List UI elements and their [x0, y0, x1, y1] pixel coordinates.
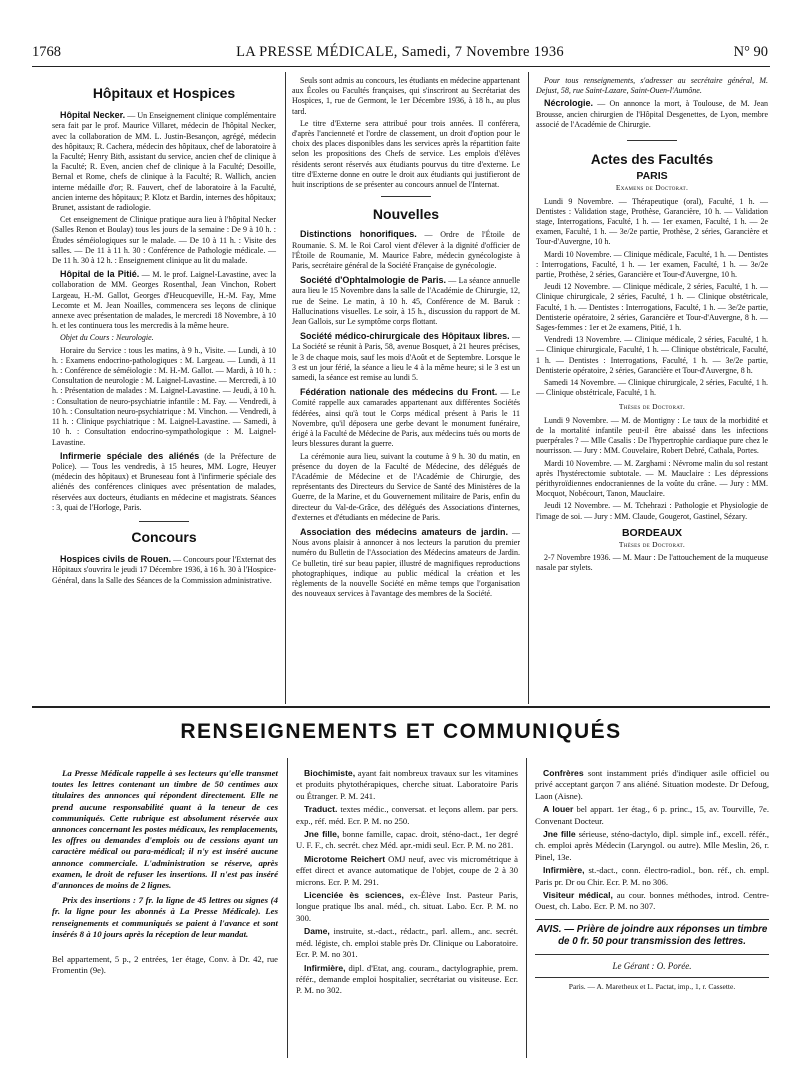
these-lundi: Lundi 9 Novembre. — M. de Montigny : Le taux de la morbidité et de la mortalité infantile peut-il être abaissé dans les infections puerpérales ? — Mlle Casalis : De l'hypertrophie cardiaque pure chez le nourrisson. — Jury : MM. Couvelaire, Robert Debré, Cathala, Portes.	[536, 415, 768, 456]
classified-ad	[296, 829, 518, 852]
ad-heading: Visiteur médical,	[543, 890, 613, 901]
column-nouvelles	[292, 76, 520, 601]
heading-rouen: Hospices civils de Rouen.	[60, 554, 172, 565]
intro-text: La Presse Médicale rappelle à ses lecteurs qu'elle transmet toutes les lettres contenant un timbre de 50 centimes aux titulaires des annonces qui répondent directement. Elle ne prend aucune responsabilité quant à la teneur de ces communiqués. Cette rubrique est absolument réservée aux annonces concernant les postes médicaux, les remplacements, les offres ou demandes d'emplois ou de cessions ayant un caractère médical ou para-médical; il n'y est inséré aucune annonce commerciale. L'administration se réserve, après examen, le droit de refuser les insertions. Il n'est pas inséré d'annonces de moins de 2 lignes.	[52, 768, 278, 891]
ophtalmologie-text: — La séance annuelle aura lieu le 15 Novembre dans la salle de l'Académie de Chirurgie, 12, rue de Seine. Le matin, à 10 h. 45, Conférence de M. Baruk : Hallucinations visuelles. Le soir, à 15 h., discussion du rapport de M. Jean Gallois, sur Le symptôme corps flottant.	[292, 276, 520, 327]
ad-heading: Infirmière,	[304, 962, 346, 973]
rouen-text: — Concours pour l'Externat des Hôpitaux s'ouvrira le jeudi 17 Décembre 1936, à 16 h. 30 à l'Hospice-Général, dans la Salle des Séances de la Commission administrative.	[52, 555, 276, 585]
exam-lundi: Lundi 9 Novembre. — Thérapeutique (oral), Faculté, 1 h. — Dentistes : Validation stage, Prothèse, Garancière, 10 h. — Validation stage, Interrogations, Faculté, 1 h. — 1er examen, Faculté, 1 h. — 2e examen, Faculté, 1 h. — 3e/2e partie, Prothèse, 2 séries, Garancière et Tour-d'Auvergne, 10 h.	[536, 196, 768, 247]
ad-text: OMJ neuf, avec vis micrométrique à effet direct et avance automatique de l'objet, coupe de 2 à 30 microns. Ecr. P. M. 291.	[296, 853, 518, 887]
section-title-concours: Concours	[131, 528, 197, 545]
column-hopitaux	[52, 85, 277, 588]
pitie-text: — M. le prof. Laignel-Lavastine, avec la collaboration de MM. Georges Rosenthal, Jean Vinchon, Robert Largeau, H.-M. Gallot, Georges d'Heucqueville, H.-M. Fay, Mme Lecomte et M. Jean Noailles, commencera ses leçons de clinique annexe avec présentation de malades, le mercredi 18 Novembre, à 10 h. et les continuera tous les mercredis à la même heure.	[52, 270, 277, 331]
heading-necrologie: Nécrologie.	[544, 98, 594, 109]
necrologie-text: — On annonce la mort, à Toulouse, de M. Jean Brousse, ancien chirurgien de l'Hôpital Desgenettes, de Lyon, membre associé de l'Académie de Chirurgie.	[536, 99, 769, 129]
section-title-nouvelles: Nouvelles	[372, 206, 440, 223]
ad-heading: Biochimiste,	[304, 768, 356, 778]
classified-ad	[535, 865, 769, 888]
renseignements-jardin: Pour tous renseignements, s'adresser au secrétaire général, M. Dejust, 58, rue Saint-Lazare, Saint-Ouen-l'Aumône.	[536, 76, 768, 96]
ad-bel-appartement: Bel appartement, 5 p., 2 entrées, 1er étage, Conv. à Dr. 42, rue Fromentin (9e).	[52, 954, 278, 976]
ad-heading: Jne fille	[543, 829, 576, 840]
jardin-text: — Nous avons plaisir à annoncer à nos lecteurs la parution du premier numéro du Bulletin de l'Association des Médecins amateurs de Jardin. Ce bulletin, tiré sur beau papier, illustré de magnifiques reproductions photographiques, indique au public médical la création et les règlements de la nouvelle Société en même temps que l'organisation des nouveaux services à l'avantage des membres de la Société.	[292, 527, 521, 599]
classified-ad	[535, 804, 769, 827]
ad-text: au cour. bonnes méthodes, introd. Centre-Ouest, ch. Labo. Ecr. P. M. no 307.	[535, 890, 769, 912]
page-header	[32, 44, 768, 64]
ad-heading: Confrères	[543, 768, 584, 778]
classified-ad	[535, 890, 769, 913]
imprimeur: Paris. — A. Maretheux et L. Pactat, imp., 1, r. Cassette.	[568, 982, 736, 992]
classified-ad	[296, 854, 518, 888]
prix-text: Prix des insertions : 7 fr. la ligne de 45 lettres ou signes (4 fr. la ligne pour les abonnés à La Presse Médicale). Les renseignements et communiqués se paient à l'avance et sont insérés 8 à 10 jours après la réception de leur mandat.	[52, 895, 278, 939]
necker-schedule: Cet enseignement de Clinique pratique aura lieu à l'hôpital Necker (Salles Renon et Boulay) tous les jours de la semaine : De 9 à 10 h. : Études séméiologiques sur le malade. — De 10 à 11 h. : Visite des salles. — De 11 à 11 h. 30 : Conférence de Pathologie médicale. — De 11 h. 30 à 12 h. : Enseignement clinique au lit du malade.	[52, 215, 276, 266]
ad-text: st.-dact., conn. électro-radiol., bon. réf., ch. empl. Paris pr. Dr ou Chir. Ecr. P. M. no 306.	[535, 865, 769, 887]
renseignements-intro-column	[52, 768, 278, 979]
ad-text: sont instamment priés d'indiquer asile officiel ou privé acceptant garçon 7 ans aliéné. Situation modeste. Dr Defoug, Laon (Aisne).	[535, 768, 769, 801]
alienes-text: (de la Préfecture de Police). — Tous les vendredis, à 15 heures, MM. Logre, Heuyer (médecin des hôpitaux) et Bruneseau font à l'infirmerie spéciale des aliénés des conférences cliniques avec présentation de malades, réservées aux docteurs, étudiants en médecine et magistrats. Séances : 3, quai de l'Horloge, Paris.	[52, 451, 277, 512]
distinctions-text: — Ordre de l'Étoile de Roumanie. S. M. le Roi Carol vient d'élever à la dignité d'officier de l'Étoile de Roumanie, M. Maurice Fabre, médecin gynécologiste à Paris, secrétaire général de la Société Française de gynécologie.	[292, 230, 520, 271]
classified-ad	[296, 804, 518, 827]
heading-ophtalmologie: Société d'Ophtalmologie de Paris.	[300, 275, 447, 286]
examens-label: Examens de Doctorat.	[615, 183, 689, 193]
theses-label-bordeaux: Thèses de Doctorat.	[618, 539, 686, 549]
ad-text: textes médic., conversat. et leçons allem. par pers. exp., réf. méd. Ecr. P. M. no 250.	[296, 804, 518, 826]
city-bordeaux: BORDEAUX	[621, 526, 683, 539]
classified-ad	[296, 768, 518, 802]
city-paris: PARIS	[636, 170, 668, 183]
classified-ad	[535, 829, 769, 863]
ad-heading: Jne fille,	[304, 829, 340, 840]
section-title-hopitaux: Hôpitaux et Hospices	[92, 85, 236, 101]
exam-samedi: Samedi 14 Novembre. — Clinique chirurgicale, 2 séries, Faculté, 1 h. — Clinique obstétricale, Faculté, 1 h.	[536, 378, 768, 398]
heading-necker: Hôpital Necker.	[60, 110, 126, 121]
these-bordeaux: 2-7 Novembre 1936. — M. Maur : De l'attouchement de la muqueuse nasale par stylets.	[536, 553, 768, 573]
ad-text: dipl. d'Etat, ang. couram., dactylographie, prem. référ., demande emploi hospitalier, secrétariat ou visiteuse. Ecr. P. M. no 302.	[296, 962, 518, 996]
ad-heading: Licenciée ès sciences,	[304, 890, 404, 901]
separator	[627, 140, 677, 141]
gerant: Le Gérant : O. Porée.	[612, 960, 692, 971]
ad-text: ayant fait nombreux travaux sur les vitamines et produits phytothérapiques, cherche situat. Laboratoire Paris ou Étranger. P. M. 241.	[296, 768, 518, 801]
exam-jeudi: Jeudi 12 Novembre. — Clinique médicale, 2 séries, Faculté, 1 h. — Clinique chirurgicale, 2 séries, Faculté, 1 h. — Clinique obstétricale, Faculté, 1 h. — Dentistes : Interrogations, Faculté, 1 h. — 3e/2e partie, Dentisterie opératoire, 2 séries, Garancière et Tour-d'Auvergne, 8 h. — Sages-femmes : 1er et 2e examens, Pitié, 1 h.	[536, 282, 768, 333]
imprimeur-rule	[535, 977, 769, 978]
column-actes	[536, 76, 768, 576]
ad-text: bonne famille, capac. droit, sténo-dact., 1er degré U. F. F., ch. secrét. chez Méd. apr.-midi seul. Ecr. P. M. no 281.	[296, 829, 519, 851]
heading-alienes: Infirmerie spéciale des aliénés	[60, 450, 200, 461]
heading-distinctions: Distinctions honorifiques.	[300, 229, 417, 240]
exam-mardi: Mardi 10 Novembre. — Clinique médicale, Faculté, 1 h. — Dentistes : Interrogations, Faculté, 1 h. — 1er examen, Faculté, 1 h. — 3e/2e partie, Prothèse, 2 séries, Garancière et Tour-d'Auvergne, 10 h.	[536, 249, 768, 280]
pitie-horaire: Horaire du Service : tous les matins, à 9 h., Visite. — Lundi, à 10 h. : Examens endocrino-pathologiques : M. Largeau. — Lundi, à 11 h. : Conférence de séméiologie : M. H.-M. Gallot. — Mardi, à 10 h. : Consultation de neurologie : M. Laignel-Lavastine. — Mercredi, à 10 h. : Présentation de malades : M. Laignel-Lavastine. — Jeudi, à 10 h. : Consultation de neuro-psychiatrie infantile : M. Fay. — Vendredi, à 10 h. : Consultation neuro-psychiatrique : M. Vinchon. — Vendredi, à 11 h. : Clinique psychiatrique : M. Laignel-Lavastine. — Samedi, à 10 h. : Consultation endocrino-sympathologique : M. Laignel-Lavastine.	[52, 345, 276, 447]
column-divider	[528, 72, 529, 704]
column-divider	[285, 72, 286, 704]
ads-column-3	[535, 768, 769, 992]
section-rule	[32, 706, 770, 708]
ad-text: instruite, st.-dact., rédactr., parl. allem., anc. secrét. méd. légiste, ch. emploi stable près Dr. Clinique ou Laboratoire. Ecr. P. M. no 301.	[296, 926, 518, 960]
avis-rule-top	[535, 919, 769, 920]
pitie-objet: Objet du Cours : Neurologie.	[60, 333, 154, 343]
heading-federation: Fédération nationale des médecins du Front.	[300, 387, 498, 398]
classified-ad	[296, 963, 518, 997]
concours-text-1: Seuls sont admis au concours, les étudiants en médecine appartenant aux Écoles ou Facultés françaises, qui s'inscriront au Secrétariat des Hospices, 1, rue de Germont, le 1er Décembre 1936, à 18 h., au plus tard.	[292, 76, 520, 116]
classified-ad	[535, 768, 769, 802]
ad-heading: Infirmière,	[543, 865, 585, 876]
federation-ceremonie: La cérémonie aura lieu, suivant la coutume à 9 h. 30 du matin, en présence du doyen de la Faculté de Médecine, des délégués de l'Académie de Médecine et de l'Académie de Chirurgie, des représentants des Directeurs du Service de Santé des Ministères de la Guerre, de la Marine, et du Gouvernement militaire de Paris, enfin du directeur du Val-de-Grâce, des délégués des Associations d'internes, d'externes et d'étudiants en médecine de Paris.	[292, 451, 520, 522]
exam-vendredi: Vendredi 13 Novembre. — Clinique médicale, 2 séries, Faculté, 1 h. — Clinique chirurgicale, Faculté, 1 h. — Clinique obstétricale, Faculté, 1 h. — Dentistes : Interrogations, Faculté, 1 h. — 3e/2e partie, Dentisterie opératoire, 2 séries, Garancière et Tour-d'Auvergne, 8 h.	[536, 335, 768, 375]
separator	[381, 196, 431, 197]
ad-heading: Microtome Reichert	[304, 853, 386, 864]
ad-heading: Dame,	[304, 926, 330, 937]
header-rule	[32, 66, 770, 67]
ad-text: ex-Élève Inst. Pasteur Paris, longue pratique lbs anal. méd., ch. situat. Labo. Ecr. P. M. no 300.	[296, 890, 518, 923]
renseignements-title: RENSEIGNEMENTS ET COMMUNIQUÉS	[180, 720, 622, 743]
column-divider	[287, 758, 288, 1058]
page-number: 1768	[32, 44, 61, 60]
theses-label: Thèses de Doctorat.	[618, 402, 686, 412]
these-jeudi: Jeudi 12 Novembre. — M. Tchehrazi : Pathologie et Physiologie de l'image de soi. — Jury : MM. Claude, Gougerot, Gastinel, Sézary.	[536, 501, 768, 521]
ads-column-2	[296, 768, 518, 999]
ad-heading: A louer	[543, 804, 574, 815]
separator	[139, 521, 189, 522]
avis-rule-bottom	[535, 954, 769, 955]
these-mardi: Mardi 10 Novembre. — M. Zarghami : Névrome malin du sol restant après l'hystérectomie subtotale. — M. Mauclaire : Les dépressions périthyroïdiennes endocraniennes de la voûte du crâne. — Jury : MM. Mocquot, Nobécourt, Tanon, Mauclaire.	[536, 458, 768, 499]
column-divider	[526, 758, 527, 1058]
concours-text-2: Le titre d'Externe sera attribué pour trois années. Il conférera, d'après l'ancienneté et l'ordre de classement, un droit d'option pour le choix des places disponibles dans les services après la répartition faite selon les propositions des Chefs de service. Les emplois d'élèves résidents seront réservés aux étudiants pourvus du titre d'externe. Le titre d'Externe donne en outre le droit aux étudiants qui justifieront de huit inscriptions de se présenter au concours annuel de l'Internat.	[292, 118, 520, 190]
section-title-actes: Actes des Facultés	[590, 152, 714, 168]
heading-jardin: Association des médecins amateurs de jardin.	[300, 526, 509, 537]
federation-text: — Le Comité rappelle aux camarades appartenant aux différentes Sociétés fédérées, ainsi qu'à tout le Corps médical présent à Paris le 11 Novembre, qu'il déposera une gerbe devant le monument funéraire, érigé à la Faculté de Médecine de Paris, aux médecins tués ou morts de leurs blessures durant la guerre.	[292, 388, 521, 449]
heading-hopitaux-libres: Société médico-chirurgicale des Hôpitaux libres.	[300, 331, 510, 342]
ad-text: bel appart. 1er étag., 6 p. princ., 15, av. Tourville, 7e. Convenant Docteur.	[535, 804, 769, 826]
hopitaux-libres-text: — La Société se réunit à Paris, 58, avenue Bosquet, à 21 heures précises, le 3 de chaque mois, sauf les mois d'Août et de Septembre. Lorsque le 3 est un jour férié, la séance a lieu le 4 à la même heure; si le 3 est un samedi, la séance est remise au lundi 5.	[292, 332, 520, 383]
classified-ad	[296, 890, 518, 924]
classified-ad	[296, 926, 518, 960]
heading-pitie: Hôpital de la Pitié.	[60, 269, 140, 280]
journal-title: LA PRESSE MÉDICALE, Samedi, 7 Novembre 1936	[236, 44, 564, 60]
ad-text: sérieuse, sténo-dactylo, dipl. simple inf., excell. référ., ch. emploi après Médecin (Laryngol. ou autre). Mlle Meslin, 26, r. Pinel, 13e.	[535, 829, 769, 862]
avis-notice: AVIS. — Prière de joindre aux réponses un timbre de 0 fr. 50 pour transmission des lettres.	[536, 923, 768, 947]
ads-list	[535, 768, 769, 913]
necker-text: — Un Enseignement clinique complémentaire sera fait par le prof. Maurice Villaret, médecin de l'hôpital Necker, avec la collaboration de MM. L. Justin-Besançon, agrégé, médecin des hôpitaux; R. Cachera, médecin des hôpitaux, chef de laboratoire à la Faculté; Henry Bith, assistant du service, ancien chef de clinique à la Faculté; R. Even, ancien chef de clinique à la Faculté; Desoille, Bernal et Rome, chefs de clinique à la Faculté; R. Wallich, ancien interne médaille d'or; R. Fauvert, chef de laboratoire à la Faculté, ancien interne des hôpitaux; P. Klotz et Bardin, internes des hôpitaux; Brunet, assistant de radiologie.	[52, 111, 276, 213]
ad-heading: Traduct.	[304, 804, 338, 815]
issue-number: N° 90	[733, 44, 768, 60]
